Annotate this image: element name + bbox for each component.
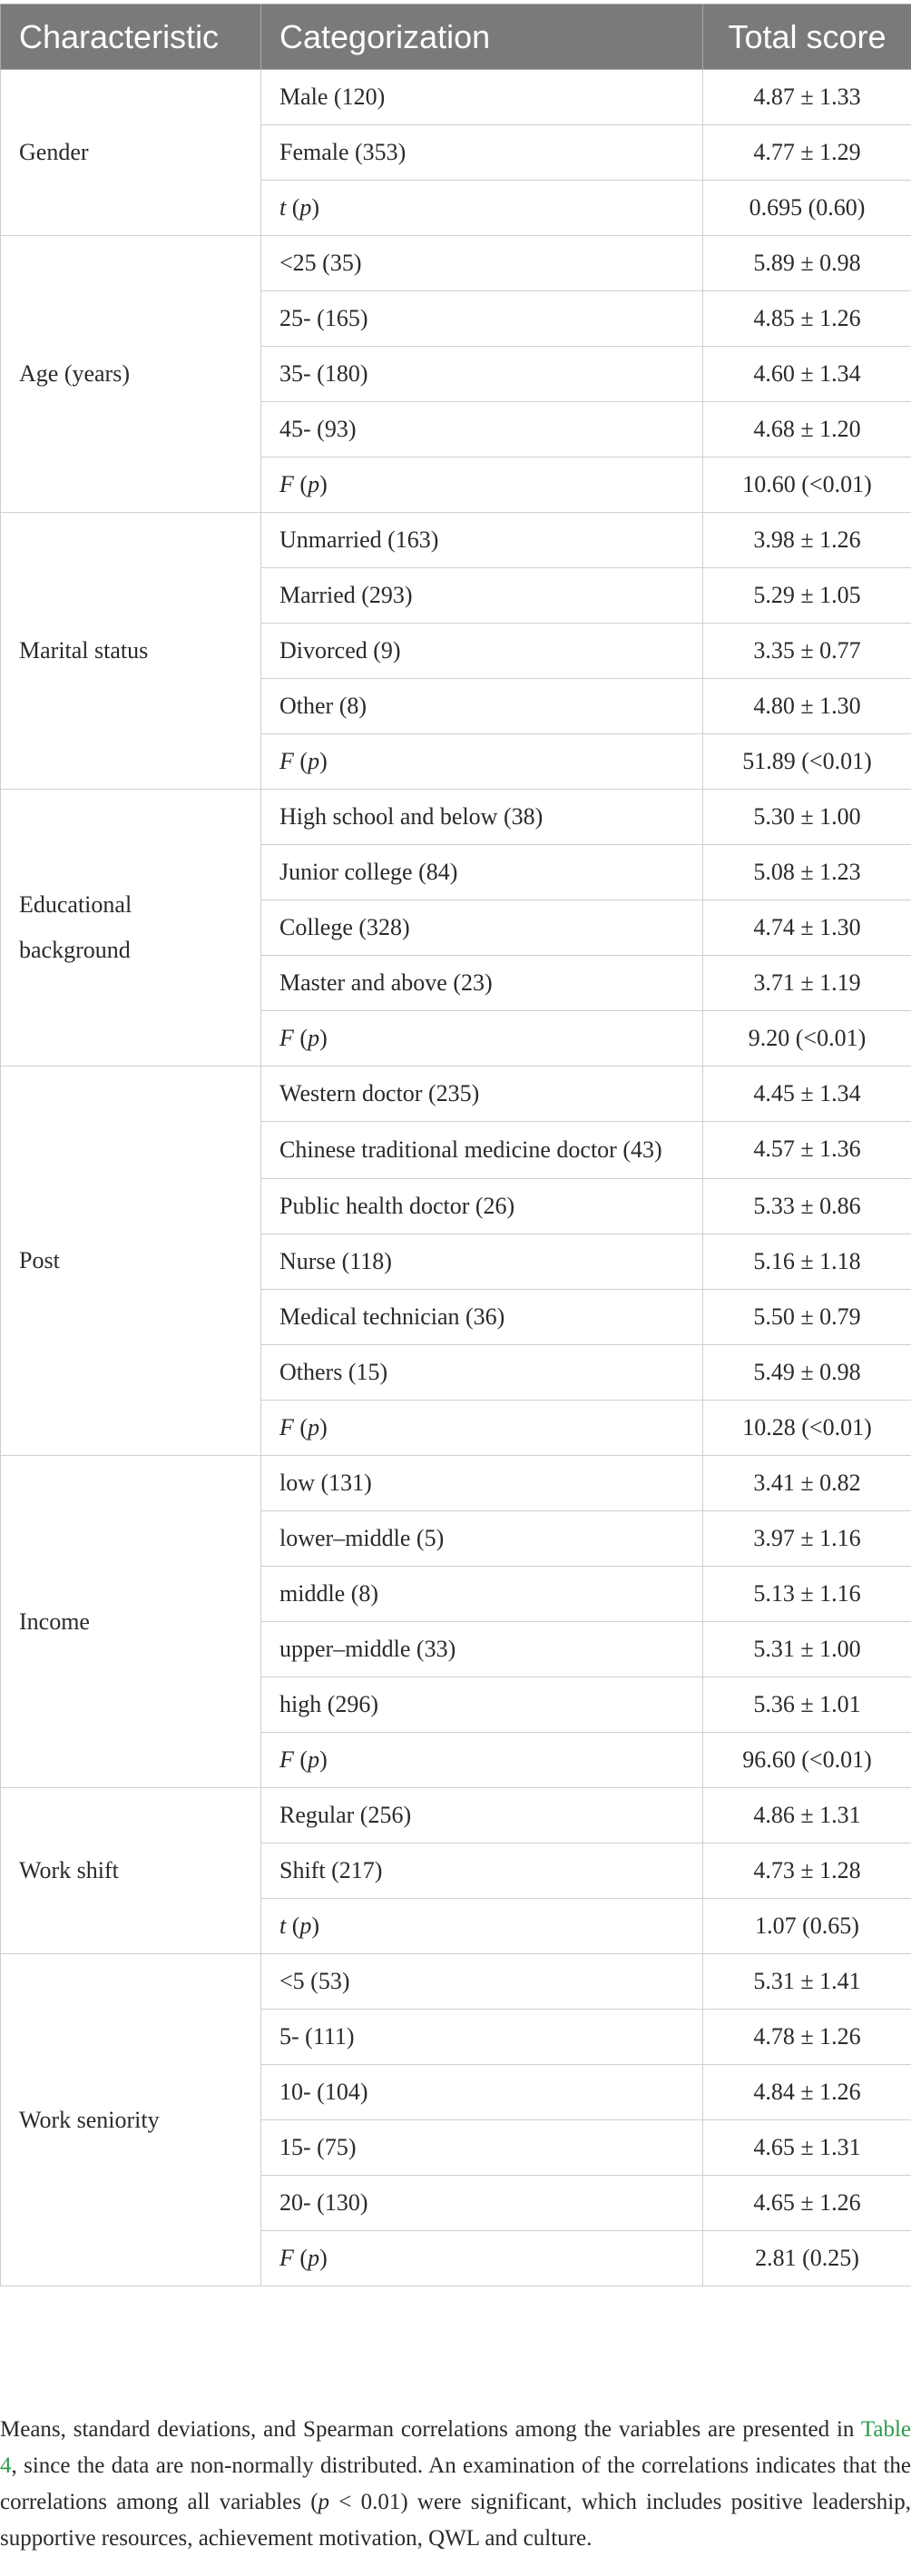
categorization-cell: Married (293) (261, 568, 703, 624)
paragraph-p-symbol: p (318, 2490, 330, 2514)
total-score-cell: 3.71 ± 1.19 (703, 956, 911, 1011)
total-score-cell: 9.20 (<0.01) (703, 1011, 911, 1067)
categorization-cell: Public health doctor (26) (261, 1179, 703, 1234)
paragraph-text-3: < 0.01) were significant, which includes positive leadership, supportive resources, achievement motivation, QWL and culture. (0, 2490, 911, 2551)
characteristic-cell: Age (years) (1, 236, 261, 513)
categorization-cell: Junior college (84) (261, 845, 703, 900)
total-score-cell: 4.87 ± 1.33 (703, 70, 911, 125)
categorization-cell: high (296) (261, 1677, 703, 1733)
total-score-cell: 5.29 ± 1.05 (703, 568, 911, 624)
header-total-score: Total score (703, 5, 911, 70)
categorization-cell: Chinese traditional medicine doctor (43) (261, 1122, 703, 1179)
stat-p: p (308, 471, 320, 497)
categorization-cell: Female (353) (261, 125, 703, 181)
categorization-cell (261, 734, 703, 790)
header-characteristic: Characteristic (1, 5, 261, 70)
stat-p: p (308, 748, 320, 774)
total-score-cell: 5.16 ± 1.18 (703, 1234, 911, 1290)
paragraph-text-1: Means, standard deviations, and Spearman correlations among the variables are presented in (0, 2417, 861, 2442)
table-row (1, 236, 911, 291)
table-row (1, 1788, 911, 1844)
stat-close: ) (319, 471, 328, 497)
stat-open: ( (286, 194, 300, 221)
total-score-cell: 5.36 ± 1.01 (703, 1677, 911, 1733)
total-score-cell: 3.35 ± 0.77 (703, 624, 911, 679)
stat-close: ) (319, 1025, 328, 1051)
total-score-cell: 4.73 ± 1.28 (703, 1844, 911, 1899)
total-score-cell: 5.30 ± 1.00 (703, 790, 911, 845)
categorization-cell (261, 1733, 703, 1788)
stat-close: ) (319, 748, 328, 774)
categorization-cell: lower–middle (5) (261, 1511, 703, 1567)
total-score-cell: 4.80 ± 1.30 (703, 679, 911, 734)
categorization-cell: 35- (180) (261, 347, 703, 402)
categorization-cell: Other (8) (261, 679, 703, 734)
total-score-cell: 4.68 ± 1.20 (703, 402, 911, 457)
categorization-cell: middle (8) (261, 1567, 703, 1622)
categorization-cell (261, 1011, 703, 1067)
total-score-cell: 5.31 ± 1.41 (703, 1954, 911, 2010)
total-score-cell: 96.60 (<0.01) (703, 1733, 911, 1788)
characteristic-cell: Educational background (1, 790, 261, 1067)
categorization-cell: low (131) (261, 1456, 703, 1511)
body-paragraph (0, 2412, 911, 2557)
stat-letter: F (279, 1746, 294, 1773)
stat-open: ( (293, 471, 309, 497)
categorization-cell: Shift (217) (261, 1844, 703, 1899)
total-score-cell: 3.97 ± 1.16 (703, 1511, 911, 1567)
categorization-cell: upper–middle (33) (261, 1622, 703, 1677)
total-score-cell: 3.98 ± 1.26 (703, 513, 911, 568)
table-row (1, 790, 911, 845)
total-score-cell: 1.07 (0.65) (703, 1899, 911, 1954)
categorization-cell: Divorced (9) (261, 624, 703, 679)
stat-close: ) (311, 1912, 320, 1939)
categorization-cell: 45- (93) (261, 402, 703, 457)
total-score-cell: 5.13 ± 1.16 (703, 1567, 911, 1622)
categorization-cell (261, 181, 703, 236)
total-score-cell: 10.60 (<0.01) (703, 457, 911, 513)
total-score-cell: 4.74 ± 1.30 (703, 900, 911, 956)
total-score-cell: 5.50 ± 0.79 (703, 1290, 911, 1345)
total-score-cell: 10.28 (<0.01) (703, 1401, 911, 1456)
stat-close: ) (311, 194, 320, 221)
stat-open: ( (293, 748, 309, 774)
header-categorization: Categorization (261, 5, 703, 70)
categorization-cell: Medical technician (36) (261, 1290, 703, 1345)
categorization-cell: Others (15) (261, 1345, 703, 1401)
categorization-cell: Unmarried (163) (261, 513, 703, 568)
table-row (1, 1954, 911, 2010)
total-score-cell: 4.60 ± 1.34 (703, 347, 911, 402)
table-header-row (1, 5, 911, 70)
total-score-cell: 5.89 ± 0.98 (703, 236, 911, 291)
total-score-cell: 4.78 ± 1.26 (703, 2010, 911, 2065)
stat-letter: F (279, 1414, 294, 1440)
table-row (1, 1456, 911, 1511)
characteristic-cell: Gender (1, 70, 261, 236)
stat-letter: t (279, 1912, 287, 1939)
table-4-link[interactable]: Table 4 (0, 2417, 911, 2478)
characteristic-cell: Post (1, 1067, 261, 1456)
categorization-cell (261, 1401, 703, 1456)
categorization-cell: 10- (104) (261, 2065, 703, 2120)
categorization-cell: 25- (165) (261, 291, 703, 347)
stat-p: p (308, 1414, 320, 1440)
categorization-cell: Nurse (118) (261, 1234, 703, 1290)
stat-close: ) (319, 1746, 328, 1773)
total-score-cell: 2.81 (0.25) (703, 2231, 911, 2286)
categorization-cell: <5 (53) (261, 1954, 703, 2010)
categorization-cell: High school and below (38) (261, 790, 703, 845)
categorization-cell: 5- (111) (261, 2010, 703, 2065)
characteristic-cell: Work seniority (1, 1954, 261, 2286)
stat-close: ) (319, 1414, 328, 1440)
categorization-cell: 15- (75) (261, 2120, 703, 2176)
total-score-cell: 4.86 ± 1.31 (703, 1788, 911, 1844)
categorization-cell: 20- (130) (261, 2176, 703, 2231)
total-score-cell: 5.49 ± 0.98 (703, 1345, 911, 1401)
total-score-cell: 0.695 (0.60) (703, 181, 911, 236)
stat-open: ( (293, 1025, 309, 1051)
total-score-cell: 5.31 ± 1.00 (703, 1622, 911, 1677)
total-score-cell: 51.89 (<0.01) (703, 734, 911, 790)
stat-p: p (308, 1746, 320, 1773)
paragraph-text-2: , since the data are non-normally distributed. An examination of the correlations indicates that the correlations among all variables ( (0, 2453, 911, 2514)
total-score-cell: 4.84 ± 1.26 (703, 2065, 911, 2120)
stat-letter: F (279, 2245, 294, 2271)
categorization-cell: College (328) (261, 900, 703, 956)
table-row (1, 1067, 911, 1122)
stat-open: ( (293, 1746, 309, 1773)
total-score-cell: 4.57 ± 1.36 (703, 1122, 911, 1179)
stat-letter: t (279, 194, 287, 221)
categorization-cell (261, 2231, 703, 2286)
characteristic-cell: Income (1, 1456, 261, 1788)
stat-letter: F (279, 748, 294, 774)
categorization-cell: Regular (256) (261, 1788, 703, 1844)
table-row (1, 513, 911, 568)
table-row (1, 70, 911, 125)
stat-open: ( (293, 2245, 309, 2271)
characteristics-table (0, 4, 911, 2286)
total-score-cell: 5.33 ± 0.86 (703, 1179, 911, 1234)
total-score-cell: 5.08 ± 1.23 (703, 845, 911, 900)
characteristic-cell: Work shift (1, 1788, 261, 1954)
stat-p: p (308, 1025, 320, 1051)
stat-close: ) (319, 2245, 328, 2271)
total-score-cell: 4.77 ± 1.29 (703, 125, 911, 181)
categorization-cell: Western doctor (235) (261, 1067, 703, 1122)
stat-letter: F (279, 471, 294, 497)
stat-open: ( (293, 1414, 309, 1440)
stat-p: p (299, 194, 312, 221)
categorization-cell (261, 457, 703, 513)
total-score-cell: 4.85 ± 1.26 (703, 291, 911, 347)
categorization-cell: Master and above (23) (261, 956, 703, 1011)
table-body (1, 70, 911, 2286)
categorization-cell: Male (120) (261, 70, 703, 125)
total-score-cell: 4.65 ± 1.26 (703, 2176, 911, 2231)
stat-p: p (299, 1912, 312, 1939)
characteristic-cell: Marital status (1, 513, 261, 790)
stat-open: ( (286, 1912, 300, 1939)
categorization-cell (261, 1899, 703, 1954)
total-score-cell: 4.45 ± 1.34 (703, 1067, 911, 1122)
stat-p: p (308, 2245, 320, 2271)
categorization-cell: <25 (35) (261, 236, 703, 291)
stat-letter: F (279, 1025, 294, 1051)
total-score-cell: 4.65 ± 1.31 (703, 2120, 911, 2176)
total-score-cell: 3.41 ± 0.82 (703, 1456, 911, 1511)
